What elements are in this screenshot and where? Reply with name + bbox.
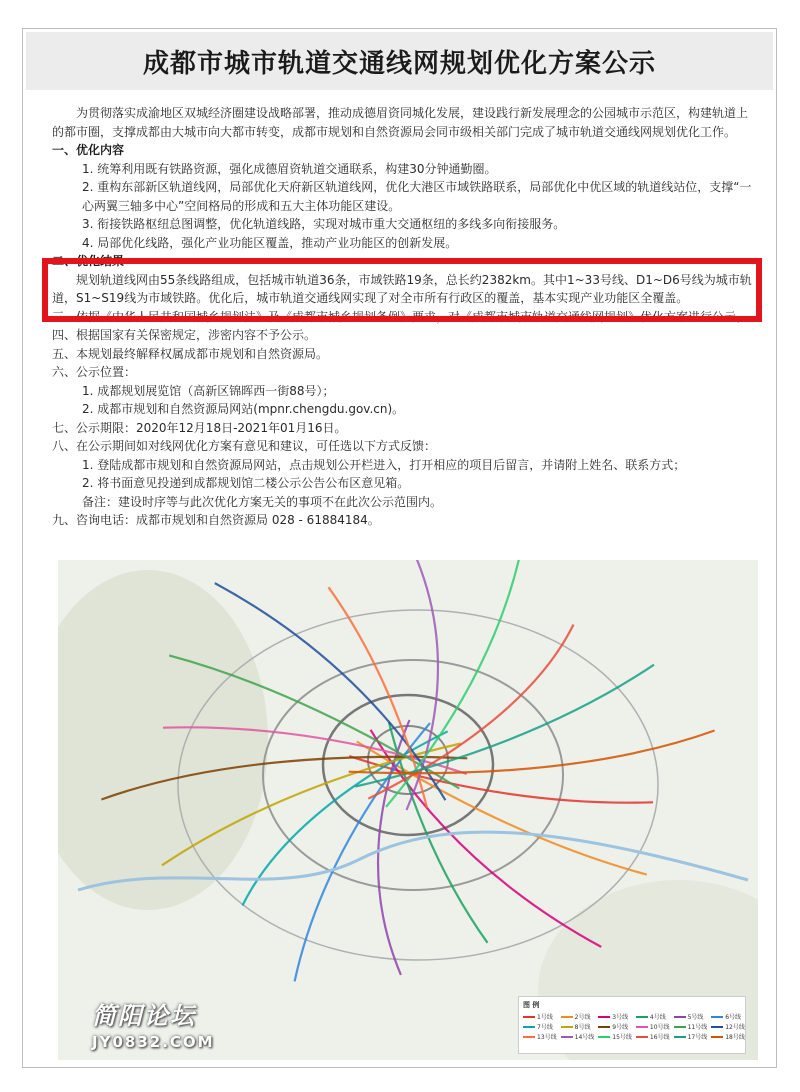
legend-item	[674, 1012, 708, 1021]
legend-item	[636, 1032, 670, 1041]
legend-swatch	[636, 1016, 648, 1018]
legend-title: 图 例	[523, 1001, 540, 1009]
legend-item	[636, 1022, 670, 1031]
legend-item	[561, 1012, 595, 1021]
section-8-note: 备注：建设时序等与此次优化方案无关的事项不在此次公示范围内。	[82, 494, 443, 509]
legend-label: 17号线	[687, 1034, 708, 1041]
watermark	[92, 996, 215, 1051]
legend-label: 13号线	[537, 1034, 557, 1041]
legend-swatch	[674, 1016, 686, 1018]
rail-map-graphic	[58, 560, 758, 1060]
section-1-item: 1. 统筹利用既有铁路资源，强化成德眉资轨道交通联系，构建30分钟通勤圈。	[82, 161, 497, 176]
legend-swatch	[523, 1036, 535, 1038]
section-1-item: 4. 局部优化线路，强化产业功能区覆盖，推动产业功能区的创新发展。	[82, 235, 458, 250]
legend-item	[674, 1022, 708, 1031]
legend-label: 14号线	[574, 1034, 595, 1041]
legend-swatch	[523, 1026, 535, 1028]
section-8-heading: 八、在公示期间如对线网优化方案有意见和建议，可任选以下方式反馈：	[52, 439, 437, 453]
section-1-item: 3. 衔接铁路枢纽总图调整，优化轨道线路，实现对城市重大交通枢纽的多线多向衔接服务。	[82, 217, 566, 231]
legend-label: 18号线	[725, 1034, 745, 1041]
legend-item	[636, 1012, 670, 1021]
legend-label: 10号线	[649, 1024, 670, 1031]
legend-swatch	[561, 1026, 573, 1028]
section-1-heading: 一、优化内容	[52, 143, 125, 157]
legend-item	[523, 1022, 557, 1031]
legend-swatch	[674, 1026, 686, 1028]
section-4: 四、根据国家有关保密规定，涉密内容不予公示。	[52, 328, 317, 342]
legend-swatch	[674, 1036, 686, 1038]
legend-item	[598, 1012, 632, 1021]
legend-label: 16号线	[649, 1034, 670, 1041]
section-8-item: 1. 登陆成都市规划和自然资源局网站，点击规划公开栏进入，打开相应的项目后留言，并请附上姓名、联系方式；	[82, 457, 686, 472]
legend-swatch	[636, 1026, 648, 1028]
map-legend	[518, 996, 746, 1054]
legend-item	[598, 1032, 632, 1041]
legend-swatch	[636, 1036, 648, 1038]
legend-swatch	[711, 1016, 723, 1018]
rail-network-map	[58, 560, 758, 1060]
legend-grid	[523, 1012, 745, 1041]
legend-label: 8号线	[574, 1024, 591, 1031]
legend-swatch	[598, 1016, 610, 1018]
section-3: 三、依据《中华人民共和国城乡规划法》及《成都市城乡规划条例》要求，对《成都市城市轨道交通线网规划》优化方案进行公示。	[52, 309, 749, 324]
legend-item	[523, 1012, 557, 1021]
legend-label: 5号线	[687, 1014, 704, 1021]
intro-paragraph: 为贯彻落实成渝地区双城经济圈建设战略部署，推动成德眉资同城化发展，建设践行新发展理念的公园城市示范区，构建轨道上的都市圈，支撑成都由大城市向大都市转变，成都市规划和自然资源局会同市级相关部门完成了城市轨道交通线网规划优化工作。	[52, 106, 749, 139]
legend-label: 4号线	[649, 1014, 666, 1021]
legend-label: 9号线	[612, 1024, 629, 1031]
legend-label: 11号线	[687, 1024, 708, 1031]
section-6-item: 2. 成都市规划和自然资源局网站(mpnr.chengdu.gov.cn)。	[82, 402, 405, 416]
legend-item	[561, 1032, 595, 1041]
watermark-logo: 简阳论坛	[92, 1002, 196, 1030]
section-6-item: 1. 成都规划展览馆（高新区锦晖西一街88号）；	[82, 383, 335, 398]
legend-swatch	[711, 1036, 723, 1038]
legend-swatch	[561, 1016, 573, 1018]
legend-label: 2号线	[574, 1014, 591, 1021]
section-1-item: 2. 重构东部新区轨道线网，局部优化天府新区轨道线网，优化大港区市域铁路联系，局部优化中优区域的轨道线站位，支撑“一心两翼三轴多中心”空间格局的形成和五大主体功能区建设。	[82, 180, 752, 213]
section-5: 五、本规划最终解释权属成都市规划和自然资源局。	[52, 346, 329, 361]
legend-item	[674, 1032, 708, 1041]
legend-label: 3号线	[612, 1014, 629, 1021]
legend-swatch	[598, 1036, 610, 1038]
section-7: 七、公示期限：2020年12月18日-2021年01月16日。	[52, 420, 347, 435]
legend-item	[711, 1032, 745, 1041]
legend-item	[523, 1032, 557, 1041]
legend-label: 7号线	[537, 1024, 553, 1031]
title-bar	[26, 32, 773, 90]
watermark-url: JY0832.COM	[92, 1033, 215, 1051]
legend-swatch	[523, 1016, 535, 1018]
section-8-item: 2. 将书面意见投递到成都规划馆二楼公示公告公布区意见箱。	[82, 476, 410, 490]
section-2-heading: 二、优化结果	[52, 254, 125, 268]
legend-swatch	[598, 1026, 610, 1028]
section-9: 九、咨询电话：成都市规划和自然资源局 028 - 61884184。	[52, 513, 380, 527]
notice-body	[52, 104, 752, 530]
page-title: 成都市城市轨道交通线网规划优化方案公示	[142, 48, 656, 79]
legend-swatch	[561, 1036, 573, 1038]
legend-label: 1号线	[537, 1014, 553, 1021]
legend-item	[598, 1022, 632, 1031]
legend-label: 12号线	[725, 1024, 745, 1031]
section-6-heading: 六、公示位置：	[52, 365, 137, 379]
legend-swatch	[711, 1026, 723, 1028]
legend-item	[711, 1012, 745, 1021]
legend-item	[561, 1022, 595, 1031]
legend-item	[711, 1022, 745, 1031]
legend-label: 15号线	[612, 1034, 632, 1041]
section-2-body: 规划轨道线网由55条线路组成，包括城市轨道36条，市域铁路19条，总长约2382km。其中1~33号线、D1~D6号线为城市轨道，S1~S19线为市域铁路。优化后，城市轨道交通线网实现了对全市所有行政区的覆盖，基本实现产业功能区全覆盖。	[52, 272, 752, 305]
legend-label: 6号线	[725, 1014, 742, 1021]
